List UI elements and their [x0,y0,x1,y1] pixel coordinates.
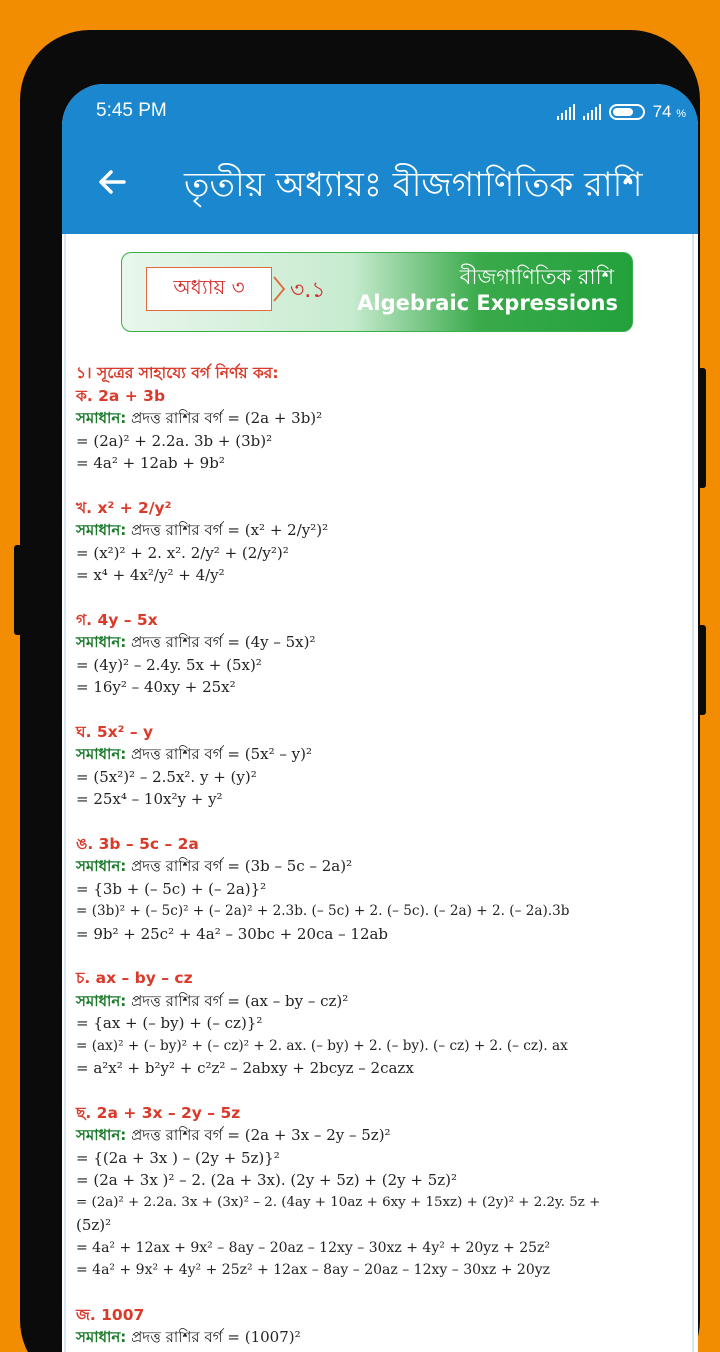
solution-step: = {ax + (– by) + (– cz)}² [76,1014,263,1032]
solution-step: = 25x⁴ – 10x²y + y² [76,790,223,808]
battery-percent: 74 % [652,102,686,121]
solution-label: সমাধান: [76,409,127,427]
signal-icon [583,104,601,120]
solution-step: = 9b² + 25c² + 4a² – 30bc + 20ca – 12ab [76,924,389,943]
solution-line [76,990,692,1013]
chapter-banner [121,252,633,332]
solution-step: = 16y² – 40xy + 25x² [76,678,236,696]
solution-text: প্রদত্ত রাশির বর্গ = (x² + 2/y²)² [131,521,329,539]
app-bar [62,134,698,234]
problem-title: ছ. 2a + 3x – 2y – 5z [76,1103,241,1122]
solution-label: সমাধান: [76,1126,127,1144]
solution-text: প্রদত্ত রাশির বর্গ = (5x² – y)² [131,745,312,763]
solution-line [76,1124,692,1147]
solution-label: সমাধান: [76,745,127,763]
content-page [64,234,694,1352]
problem-title: ঙ. 3b – 5c – 2a [76,834,199,853]
exercise-heading: ১। সূত্রের সাহায্যে বর্গ নির্ণয় কর: [76,364,279,382]
solution-step: (5z)² [76,1216,112,1234]
solution-label: সমাধান: [76,857,127,875]
problem-title: গ. 4y – 5x [76,610,158,629]
solution-step: = {3b + (– 5c) + (– 2a)}² [76,879,267,898]
phone-frame [20,30,700,1352]
battery-icon [609,104,645,120]
page-title: তৃতীয় অধ্যায়ঃ বীজগাণিতিক রাশি [184,165,643,205]
chapter-label: অধ্যায় ৩ [146,267,272,311]
solution-step: = 4a² + 12ax + 9x² – 8ay – 20az – 12xy – 30xz + 4y² + 20yz + 25z² [76,1239,551,1256]
back-arrow-icon[interactable] [92,162,132,202]
solution-text: প্রদত্ত রাশির বর্গ = (2a + 3b)² [131,409,323,427]
solution-step: = a²x² + b²y² + c²z² – 2abxy + 2bcyz – 2cazx [76,1059,414,1077]
status-icons [557,102,686,122]
banner-title-english: Algebraic Expressions [357,291,618,315]
solution-text: প্রদত্ত রাশির বর্গ = (4y – 5x)² [131,633,316,651]
solution-line [76,407,692,430]
status-bar [62,84,698,134]
solution-text: প্রদত্ত রাশির বর্গ = (ax – by – cz)² [131,991,349,1010]
problem-title: খ. x² + 2/y² [76,498,172,517]
solution-label: সমাধান: [76,633,127,651]
problem-title: চ. ax – by – cz [76,969,193,987]
solution-line [76,1326,692,1349]
solution-line [76,743,692,766]
solution-step: = (2a + 3x )² – 2. (2a + 3x). (2y + 5z) + (2y + 5z)² [76,1171,458,1189]
banner-title-bengali: বীজগাণিতিক রাশি [459,265,614,289]
solution-step: = (2a)² + 2.2a. 3x + (3x)² – 2. (4ay + 10az + 6xy + 15xz) + (2y)² + 2.2y. 5z + [76,1194,601,1210]
solution-label: সমাধান: [76,991,127,1010]
solution-step: = 4a² + 9x² + 4y² + 25z² + 12ax – 8ay – 20az – 12xy – 30xz + 20yz [76,1262,551,1278]
solution-step: = (ax)² + (– by)² + (– cz)² + 2. ax. (– by) + 2. (– by). (– cz) + 2. (– cz). ax [76,1037,568,1054]
solution-line [76,631,692,654]
solution-step: = (2a)² + 2.2a. 3b + (3b)² [76,431,273,450]
problem-title: ঘ. 5x² – y [76,722,154,741]
phone-screen [62,84,698,1352]
solution-line [76,855,692,878]
section-number: ৩.১ [290,278,326,303]
status-time: 5:45 PM [96,100,167,121]
solution-step: = (4y)² – 2.4y. 5x + (5x)² [76,655,262,674]
chevron-right-icon [272,275,286,303]
solution-step: = (5x²)² – 2.5x². y + (y)² [76,767,257,786]
content-area[interactable] [62,234,698,1352]
solution-step: = 4a² + 12ab + 9b² [76,454,225,472]
solution-step: = {(2a + 3x ) – (2y + 5z)}² [76,1148,280,1167]
solution-step: = (x²)² + 2. x². 2/y² + (2/y²)² [76,543,289,562]
problem-title: ক. 2a + 3b [76,386,166,405]
solution-label: সমাধান: [76,521,127,539]
solution-label: সমাধান: [76,1328,127,1346]
exercise-body [76,362,692,1349]
solution-text: প্রদত্ত রাশির বর্গ = (3b – 5c – 2a)² [131,857,353,875]
solution-step: = x⁴ + 4x²/y² + 4/y² [76,566,225,584]
solution-step: = (3b)² + (– 5c)² + (– 2a)² + 2.3b. (– 5c) + 2. (– 5c). (– 2a) + 2. (– 2a).3b [76,903,570,919]
solution-text: প্রদত্ত রাশির বর্গ = (2a + 3x – 2y – 5z)² [131,1126,391,1144]
problem-title: জ. 1007 [76,1305,145,1324]
signal-icon [557,104,575,120]
solution-line [76,519,692,542]
solution-text: প্রদত্ত রাশির বর্গ = (1007)² [131,1328,301,1346]
